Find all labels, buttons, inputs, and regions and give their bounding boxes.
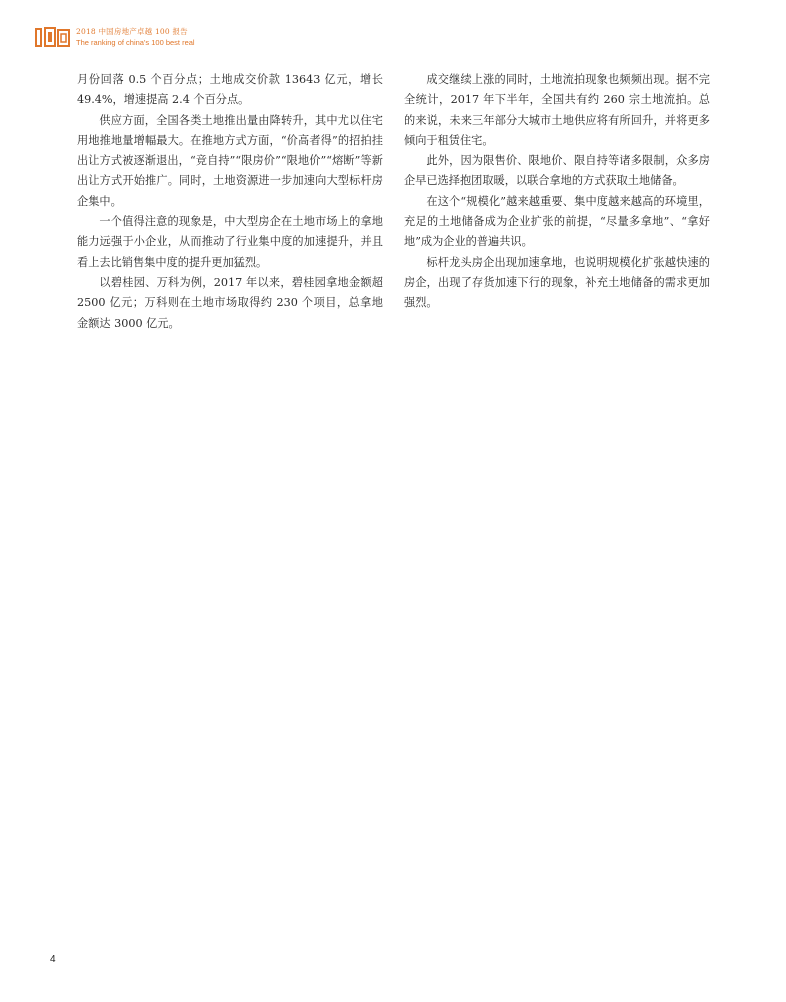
paragraph: 成交继续上涨的同时，土地流拍现象也频频出现。据不完全统计，2017 年下半年，全国共有约 260 宗土地流拍。总的来说，未来三年部分大城市土地供应将有所回升，并将更多倾向于租赁住宅。 <box>404 73 710 147</box>
paragraph: 在这个“规模化”越来越重要、集中度越来越高的环境里，充足的土地储备成为企业扩张的前提，“尽量多拿地”、“拿好地”成为企业的普遍共识。 <box>404 194 710 249</box>
paragraph: 月份回落 0.5 个百分点；土地成交价款 13643 亿元，增长 49.4%，增速提高 2.4 个百分点。 <box>77 73 383 107</box>
right-column <box>404 70 710 314</box>
left-column <box>77 70 383 334</box>
paragraph: 以碧桂园、万科为例，2017 年以来，碧桂园拿地金额超2500 亿元；万科则在土地市场取得约 230 个项目，总拿地金额达 3000 亿元。 <box>77 275 383 330</box>
paragraph: 一个值得注意的现象是，中大型房企在土地市场上的拿地能力远强于小企业，从而推动了行业集中度的加速提升，并且看上去比销售集中度的提升更加猛烈。 <box>77 215 383 269</box>
header-title-cn: 2018 中国房地产卓越 100 报告 <box>76 27 188 36</box>
page-number: 4 <box>50 954 56 965</box>
paragraph: 此外，因为限售价、限地价、限自持等诸多限制，众多房企早已选择抱团取暖，以联合拿地的方式获取土地储备。 <box>404 154 710 188</box>
report-logo-icon <box>35 26 71 48</box>
page-header <box>35 24 195 50</box>
paragraph: 标杆龙头房企出现加速拿地，也说明规模化扩张越快速的房企，出现了存货加速下行的现象，补充土地储备的需求更加强烈。 <box>404 255 710 310</box>
header-title-en: The ranking of china's 100 best real <box>76 38 195 47</box>
header-text <box>76 26 195 48</box>
paragraph: 供应方面，全国各类土地推出量由降转升，其中尤以住宅用地推地量增幅最大。在推地方式方面，“价高者得”的招拍挂出让方式被逐渐退出，“竞自持”“限房价”“限地价”“熔断”等新出让方式开始推广。同时，土地资源进一步加速向大型标杆房企集中。 <box>77 113 383 208</box>
